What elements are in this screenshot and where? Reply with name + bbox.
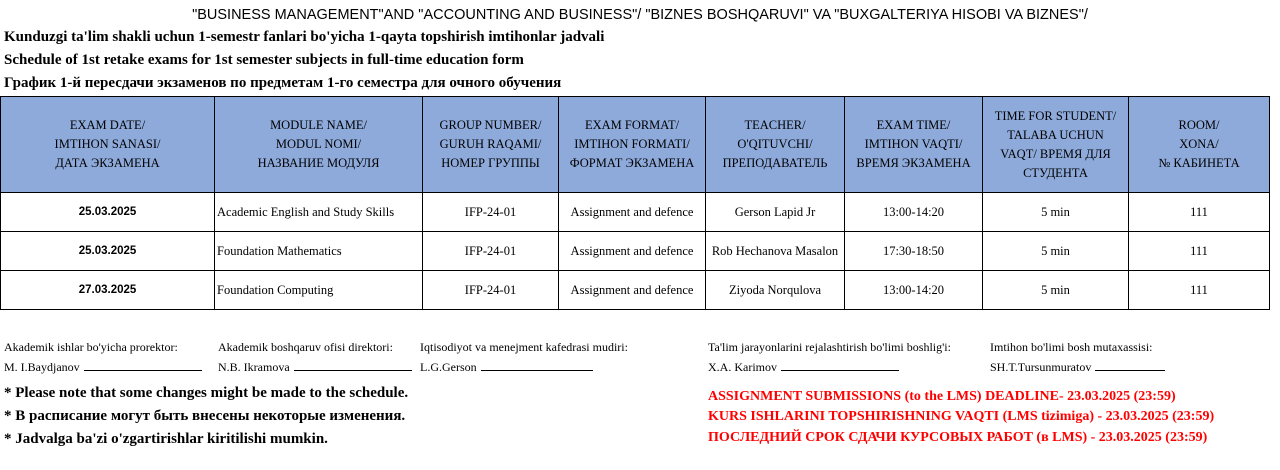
cell-student-time: 5 min [983,271,1129,310]
table-header-row [1,97,1270,193]
cell-format: Assignment and defence [559,271,706,310]
cell-module: Foundation Computing [215,271,423,310]
header-room: ROOM/ XONA/ № КАБИНЕТА [1129,97,1270,193]
table-row [1,232,1270,271]
deadline-en: ASSIGNMENT SUBMISSIONS (to the LMS) DEADLINE- 23.03.2025 (23:59) [708,389,1176,404]
subtitle-ru: График 1-й пересдачи экзаменов по предметам 1-го семестра для очного обучения [4,75,562,91]
signature-role: Akademik ishlar bo'yicha prorektor: [4,340,178,354]
signature-line [84,359,202,371]
cell-time: 13:00-14:20 [845,271,983,310]
document-title: "BUSINESS MANAGEMENT"AND "ACCOUNTING AND BUSINESS"/ "BIZNES BOSHQARUVI" VA "BUXGALTERIYA HISOBI VA BIZNES"/ [192,7,1088,23]
signature-name: M. I.Baydjanov [4,360,80,374]
signature-line [781,359,899,371]
signature-role: Ta'lim jarayonlarini rejalashtirish bo'limi boshlig'i: [708,340,951,354]
note-uz: * Jadvalga ba'zi o'zgartirishlar kiritilishi mumkin. [4,431,328,447]
cell-date: 25.03.2025 [1,193,215,232]
table-row [1,271,1270,310]
cell-date: 27.03.2025 [1,271,215,310]
signature-role: Imtihon bo'limi bosh mutaxassisi: [990,340,1153,354]
header-teacher: TEACHER/ O'QITUVCHI/ ПРЕПОДАВАТЕЛЬ [706,97,845,193]
cell-room: 111 [1129,271,1270,310]
subtitle-en: Schedule of 1st retake exams for 1st semester subjects in full-time education form [4,52,524,68]
cell-format: Assignment and defence [559,232,706,271]
cell-teacher: Gerson Lapid Jr [706,193,845,232]
signature-line [1095,359,1165,371]
header-exam-date: EXAM DATE/ IMTIHON SANASI/ ДАТА ЭКЗАМЕНА [1,97,215,193]
cell-module: Academic English and Study Skills [215,193,423,232]
exam-schedule-table [0,96,1270,310]
cell-room: 111 [1129,232,1270,271]
cell-student-time: 5 min [983,232,1129,271]
signature-name: N.B. Ikramova [218,360,290,374]
signature-planning-head [708,340,951,375]
signature-exam-specialist [990,340,1165,375]
signature-role: Akademik boshqaruv ofisi direktori: [218,340,393,354]
signature-name: SH.T.Tursunmuratov [990,360,1092,374]
signature-prorector [4,340,202,375]
signature-office-director [218,340,412,375]
cell-time: 13:00-14:20 [845,193,983,232]
table-row [1,193,1270,232]
cell-student-time: 5 min [983,193,1129,232]
cell-room: 111 [1129,193,1270,232]
cell-date: 25.03.2025 [1,232,215,271]
cell-format: Assignment and defence [559,193,706,232]
subtitle-uz: Kunduzgi ta'lim shakli uchun 1-semestr fanlari bo'yicha 1-qayta topshirish imtihonlar jadvali [4,29,605,45]
signature-line [294,359,412,371]
deadline-ru: ПОСЛЕДНИЙ СРОК СДАЧИ КУРСОВЫХ РАБОТ (в LMS) - 23.03.2025 (23:59) [708,430,1208,445]
signature-line [481,359,593,371]
signature-role: Iqtisodiyot va menejment kafedrasi mudiri: [420,340,628,354]
signature-name: L.G.Gerson [420,360,477,374]
header-exam-format: EXAM FORMAT/ IMTIHON FORMATI/ ФОРМАТ ЭКЗАМЕНА [559,97,706,193]
cell-module: Foundation Mathematics [215,232,423,271]
header-group-number: GROUP NUMBER/ GURUH RAQAMI/ НОМЕР ГРУППЫ [423,97,559,193]
cell-time: 17:30-18:50 [845,232,983,271]
note-en: * Please note that some changes might be made to the schedule. [4,385,409,401]
cell-group: IFP-24-01 [423,232,559,271]
signature-department-head [420,340,628,375]
signature-name: X.A. Karimov [708,360,777,374]
note-ru: * В расписание могут быть внесены некоторые изменения. [4,408,406,424]
header-time-for-student: TIME FOR STUDENT/ TALABA UCHUN VAQT/ ВРЕМЯ ДЛЯ СТУДЕНТА [983,97,1129,193]
header-exam-time: EXAM TIME/ IMTIHON VAQTI/ ВРЕМЯ ЭКЗАМЕНА [845,97,983,193]
cell-group: IFP-24-01 [423,271,559,310]
deadline-uz: KURS ISHLARINI TOPSHIRISHNING VAQTI (LMS tizimiga) - 23.03.2025 (23:59) [708,409,1215,424]
cell-teacher: Ziyoda Norqulova [706,271,845,310]
cell-group: IFP-24-01 [423,193,559,232]
header-module-name: MODULE NAME/ MODUL NOMI/ НАЗВАНИЕ МОДУЛЯ [215,97,423,193]
cell-teacher: Rob Hechanova Masalon [706,232,845,271]
